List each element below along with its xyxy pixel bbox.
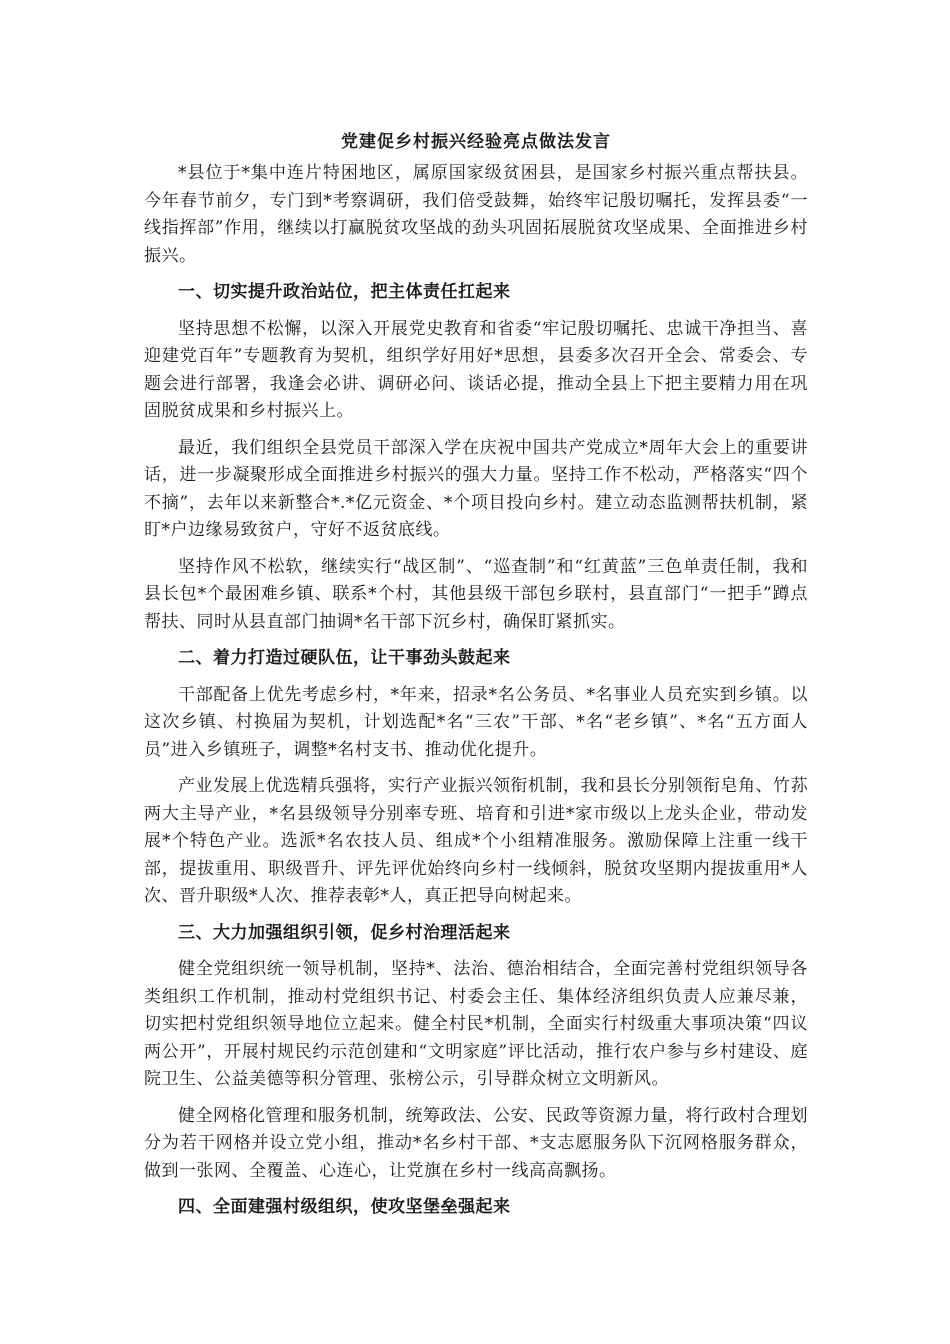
section-1-heading: 一、切实提升政治站位，把主体责任扛起来 bbox=[178, 282, 511, 302]
section-3-paragraph-2: 健全网格化管理和服务机制，统筹政法、公安、民政等资源力量，将行政村合理划分为若干网格并设立党小组，推动*名乡村干部、*支志愿服务队下沉网格服务群众，做到一张网、全覆盖、心连心，让党旗在乡村一线高高飘扬。 bbox=[144, 1105, 808, 1181]
section-1-paragraph-3: 坚持作风不松软，继续实行“战区制”、“巡查制”和“红黄蓝”三色单责任制，我和县长包*个最困难乡镇、联系*个村，其他县级干部包乡联村，县直部门“一把手”蹲点帮扶、同时从县直部门抽调*名干部下沉乡村，确保盯紧抓实。 bbox=[144, 556, 808, 632]
section-3-paragraph-1: 健全党组织统一领导机制，坚持*、法治、德治相结合，全面完善村党组织领导各类组织工作机制，推动村党组织书记、村委会主任、集体经济组织负责人应兼尽兼，切实把村党组织领导地位立起来。健全村民*机制，全面实行村级重大事项决策“四议两公开”，开展村规民约示范创建和“文明家庭”评比活动，推行农户参与乡村建设、庭院卫生、公益美德等积分管理、张榜公示，引导群众树立文明新风。 bbox=[144, 959, 808, 1089]
section-3-heading: 三、大力加强组织引领，促乡村治理活起来 bbox=[178, 922, 511, 943]
section-2-heading: 二、着力打造过硬队伍，让干事劲头鼓起来 bbox=[178, 648, 511, 668]
document-page bbox=[144, 128, 808, 1231]
section-1-paragraph-2: 最近，我们组织全县党员干部深入学在庆祝中国共产党成立*周年大会上的重要讲话，进一步凝聚形成全面推进乡村振兴的强大力量。坚持工作不松动，严格落实“四个不摘”，去年以来新整合*.*亿元资金、*个项目投向乡村。建立动态监测帮扶机制，紧盯*户边缘易致贫户，守好不返贫底线。 bbox=[144, 437, 808, 540]
intro-paragraph: *县位于*集中连片特困地区，属原国家级贫困县，是国家乡村振兴重点帮扶县。今年春节前夕，专门到*考察调研，我们倍受鼓舞，始终牢记殷切嘱托，发挥县委“一线指挥部”作用，继续以打赢脱贫攻坚战的劲头巩固拓展脱贫攻坚成果、全面推进乡村振兴。 bbox=[144, 163, 808, 266]
section-4-heading: 四、全面建强村级组织，使攻坚堡垒强起来 bbox=[178, 1197, 511, 1217]
section-2-paragraph-2: 产业发展上优选精兵强将，实行产业振兴领衔机制，我和县长分别领衔皂角、竹荪两大主导产业，*名县级领导分别率专班、培育和引进*家市级以上龙头企业，带动发展*个特色产业。选派*名农技人员、组成*个小组精准服务。激励保障上注重一线干部，提拔重用、职级晋升、评先评优始终向乡村一线倾斜，脱贫攻坚期内提拔重用*人次、晋升职级*人次、推荐表彰*人，真正把导向树起来。 bbox=[144, 776, 808, 906]
document-title: 党建促乡村振兴经验亮点做法发言 bbox=[341, 132, 611, 152]
section-1-paragraph-1: 坚持思想不松懈，以深入开展党史教育和省委“牢记殷切嘱托、忠诚干净担当、喜迎建党百年”专题教育为契机，组织学好用好*思想，县委多次召开全会、常委会、专题会进行部署，我逢会必讲、调研必问、谈话必提，推动全县上下把主要精力用在巩固脱贫成果和乡村振兴上。 bbox=[144, 318, 808, 421]
section-2-paragraph-1: 干部配备上优先考虑乡村，*年来，招录*名公务员、*名事业人员充实到乡镇。以这次乡镇、村换届为契机，计划选配*名“三农”干部、*名“老乡镇”、*名“五方面人员”进入乡镇班子，调整*名村支书、推动优化提升。 bbox=[144, 684, 809, 760]
